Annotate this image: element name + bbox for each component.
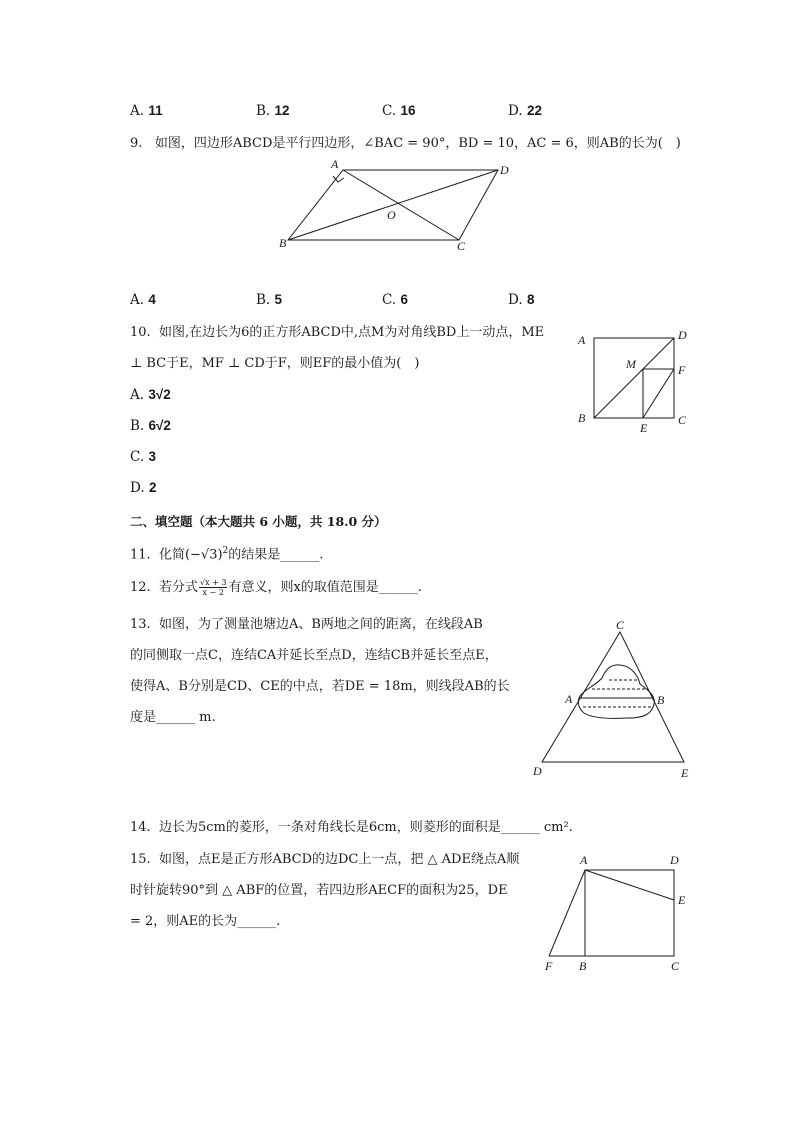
q15-label-c: C [671, 959, 680, 973]
q11-question: 11. 化简$(-√3)^2$的结果是______. [130, 546, 324, 563]
q10-label-d: D [678, 328, 687, 342]
q9-label-d: D [500, 163, 509, 177]
q9-text: 如图，四边形ABCD是平行四边形，∠BAC = 90°，BD = 10，AC = 6，则AB的长为( ) [154, 136, 681, 151]
q9-option-b: B. 5 [256, 292, 283, 308]
q10-line-2: ⊥ BC于E，MF ⊥ CD于F，则EF的最小值为( ) [130, 356, 420, 371]
q15-label-a: A [580, 853, 588, 867]
q10-label-b: B [578, 411, 586, 425]
q8-option-b: B. 12 [256, 103, 290, 119]
q15-square-abcd [585, 870, 674, 956]
q12-fraction: $\frac{√x + 3}{x - 2}$ [199, 578, 227, 597]
q15-number: 15. [130, 852, 151, 867]
q13-line-2: 的同侧取一点C，连结CA并延长至点D，连结CB并延长至点E， [130, 648, 498, 663]
q15-label-e: E [678, 893, 686, 907]
q8-option-d: D. 22 [508, 103, 542, 119]
q15-segment-ae [585, 870, 674, 900]
q13-label-a: A [565, 692, 573, 706]
q13-label-c: C [616, 618, 625, 632]
q9-label-c: C [457, 239, 466, 253]
q9-label-o: O [387, 208, 396, 222]
q13-line-3: 使得A、B分别是CD、CE的中点，若DE = 18m，则线段AB的长 [130, 679, 510, 694]
q10-label-m: M [626, 357, 636, 371]
q9-number: 9. [130, 136, 143, 151]
q15-label-d: D [670, 853, 679, 867]
q10-label-f: F [678, 363, 686, 377]
q13-number: 13. [130, 617, 151, 632]
q15-label-b: B [579, 959, 587, 973]
q15-segment-af [549, 870, 585, 956]
q10-label-c: C [678, 413, 687, 427]
q13-label-e: E [681, 766, 689, 780]
q8-option-c: C. 16 [382, 103, 416, 119]
q15-line-1: 15. 如图，点E是正方形ABCD的边DC上一点，把 △ ADE绕点A顺 [130, 852, 520, 867]
q13-line-4: 度是______ m. [130, 710, 216, 725]
q10-option-d: D. 2 [130, 480, 157, 496]
q8-option-a: A. 11 [130, 103, 163, 119]
section-2-title: 二、填空题（本大题共 6 小题，共 18.0 分） [130, 514, 387, 529]
q9-option-a: A. 4 [130, 292, 156, 308]
q10-option-b: B. 6√2 [130, 418, 171, 434]
q10-number: 10. [130, 325, 151, 340]
q9-option-c: C. 6 [382, 292, 408, 308]
q10-line-1: 10. 如图,在边长为6的正方形ABCD中,点M为对角线BD上一动点，ME [130, 325, 545, 340]
q13-label-b: B [657, 693, 665, 707]
q9-option-d: D. 8 [508, 292, 535, 308]
q14-question: 14. 边长为5cm的菱形，一条对角线长是6cm，则菱形的面积是______ cm². [130, 820, 573, 835]
q15-label-f: F [545, 959, 553, 973]
q12-number: 12. [130, 580, 151, 595]
q15-line-2: 时针旋转90°到 △ ABF的位置，若四边形AECF的面积为25，DE [130, 883, 508, 898]
q10-option-c: C. 3 [130, 449, 156, 465]
q13-line-1: 13. 如图，为了测量池塘边A、B两地之间的距离，在线段AB [130, 617, 483, 632]
q10-option-a: A. 3√2 [130, 387, 171, 403]
q15-line-3: = 2，则AE的长为______. [130, 914, 281, 929]
q14-number: 14. [130, 820, 151, 835]
q12-question: 12. 若分式 $\frac{√x + 3}{x - 2}$ 有意义，则x的取值范围是______. [130, 578, 422, 597]
q11-number: 11. [130, 547, 151, 563]
q9-label-a: A [331, 157, 339, 171]
q10-label-a: A [578, 333, 586, 347]
q13-label-d: D [533, 764, 542, 778]
q10-label-e: E [640, 421, 648, 435]
q9-label-b: B [279, 236, 287, 250]
